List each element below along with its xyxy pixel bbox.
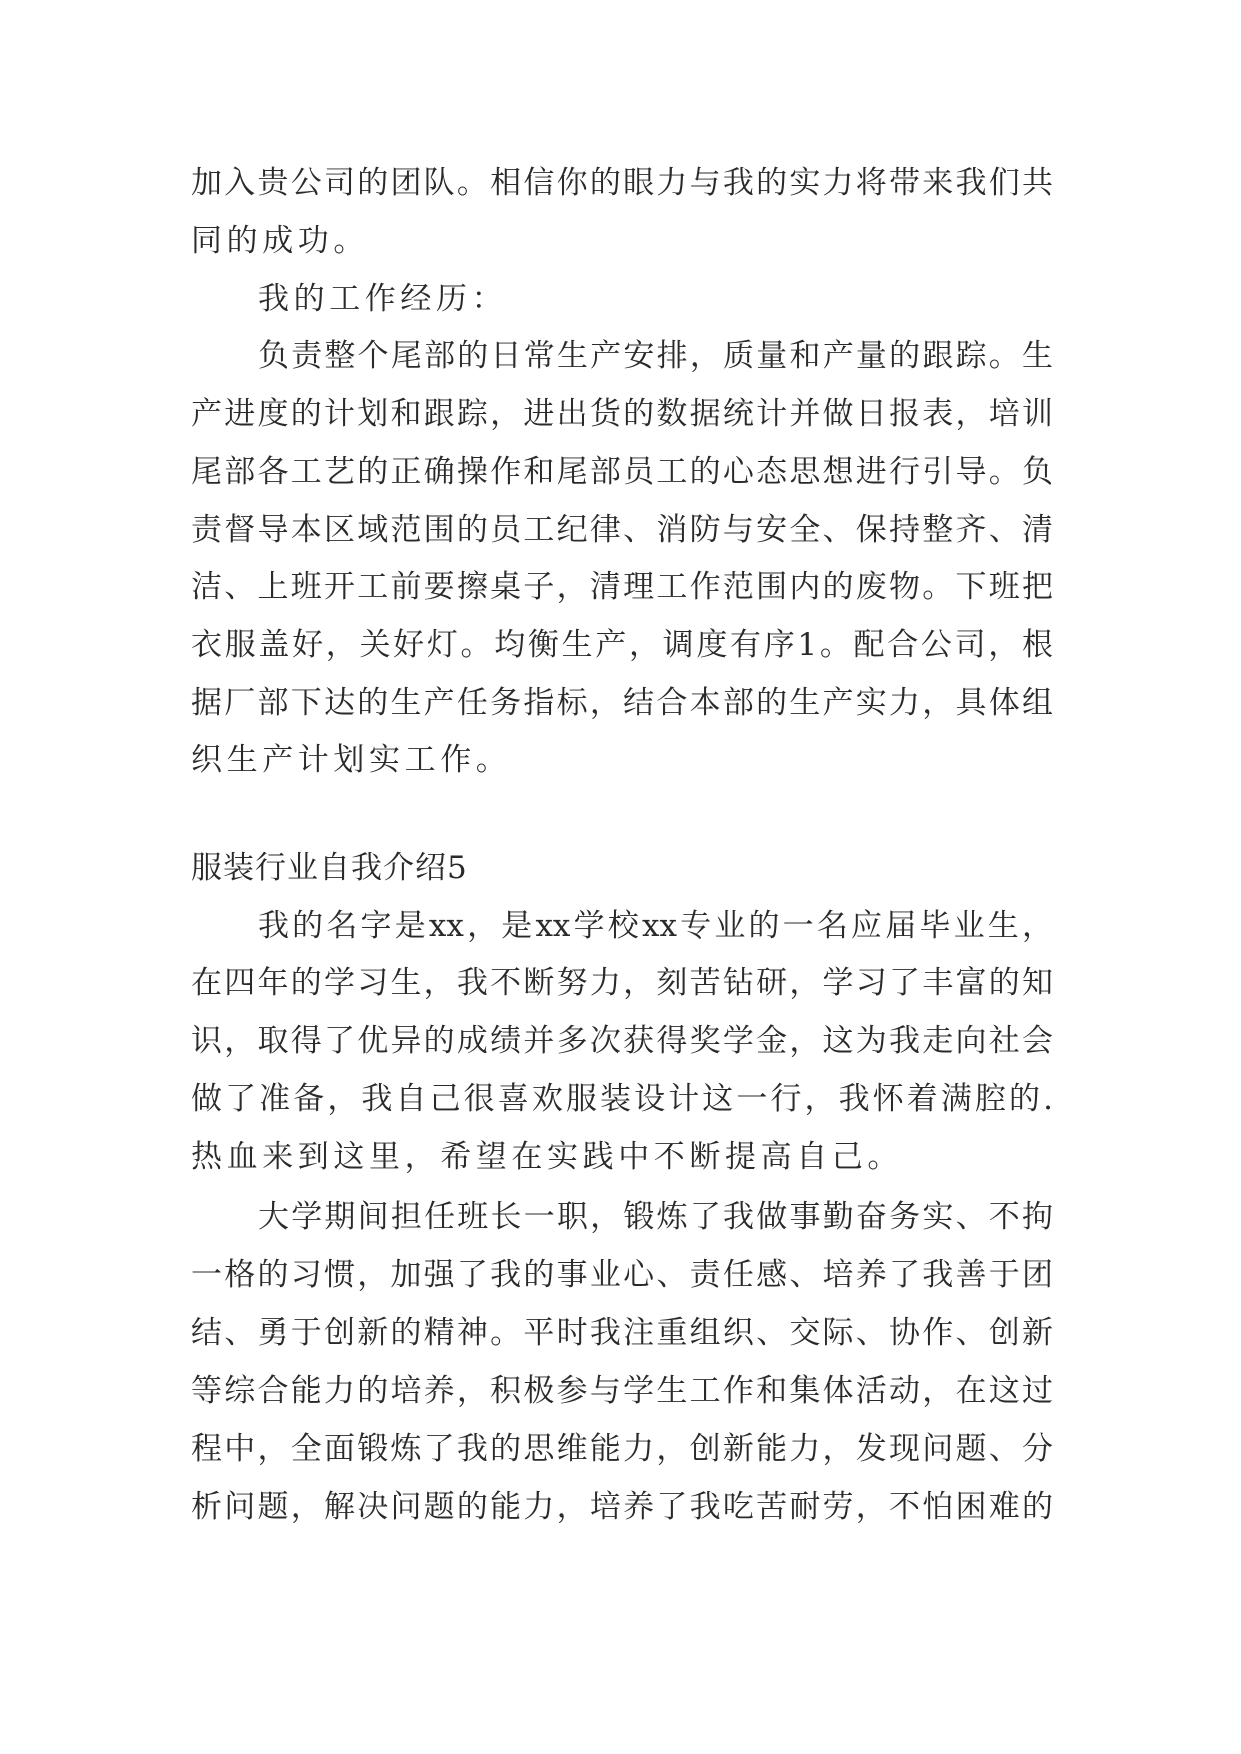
text-line: 产进度的计划和跟踪，进出货的数据统计并做日报表，培训 bbox=[191, 396, 1053, 432]
text-line: 同的成功。 bbox=[191, 223, 369, 259]
text-line: 责督导本区域范围的员工纪律、消防与安全、保持整齐、清 bbox=[191, 512, 1053, 548]
text-line: 程中，全面锻炼了我的思维能力，创新能力，发现问题、分 bbox=[191, 1431, 1053, 1467]
text-line: 加入贵公司的团队。相信你的眼力与我的实力将带来我们共 bbox=[191, 165, 1053, 201]
text-line: 大学期间担任班长一职，锻炼了我做事勤奋务实、不拘 bbox=[258, 1199, 1053, 1235]
text-line: 结、勇于创新的精神。平时我注重组织、交际、协作、创新 bbox=[191, 1315, 1053, 1351]
experience-heading: 我的工作经历： bbox=[258, 281, 508, 317]
text-line: 析问题，解决问题的能力，培养了我吃苦耐劳，不怕困难的 bbox=[191, 1489, 1053, 1525]
text-line: 织生产计划实工作。 bbox=[191, 742, 512, 778]
text-line: 在四年的学习生，我不断努力，刻苦钻研，学习了丰富的知 bbox=[191, 965, 1053, 1001]
text-line: 据厂部下达的生产任务指标，结合本部的生产实力，具体组 bbox=[191, 685, 1053, 721]
text-line: 尾部各工艺的正确操作和尾部员工的心态思想进行引导。负 bbox=[191, 454, 1053, 490]
text-line: 我的名字是xx，是xx学校xx专业的一名应届毕业生， bbox=[258, 908, 1053, 944]
text-line: 负责整个尾部的日常生产安排，质量和产量的跟踪。生 bbox=[258, 338, 1053, 374]
text-line: 做了准备，我自己很喜欢服装设计这一行，我怀着满腔的. bbox=[191, 1081, 1053, 1117]
text-line: 衣服盖好，关好灯。均衡生产，调度有序1。配合公司，根 bbox=[191, 627, 1053, 663]
text-line: 一格的习惯，加强了我的事业心、责任感、培养了我善于团 bbox=[191, 1257, 1053, 1293]
text-line: 热血来到这里，希望在实践中不断提高自己。 bbox=[191, 1139, 903, 1175]
text-line: 洁、上班开工前要擦桌子，清理工作范围内的废物。下班把 bbox=[191, 569, 1053, 605]
section-title: 服装行业自我介绍5 bbox=[191, 850, 468, 886]
text-line: 等综合能力的培养，积极参与学生工作和集体活动，在这过 bbox=[191, 1373, 1053, 1409]
text-line: 识，取得了优异的成绩并多次获得奖学金，这为我走向社会 bbox=[191, 1023, 1053, 1059]
